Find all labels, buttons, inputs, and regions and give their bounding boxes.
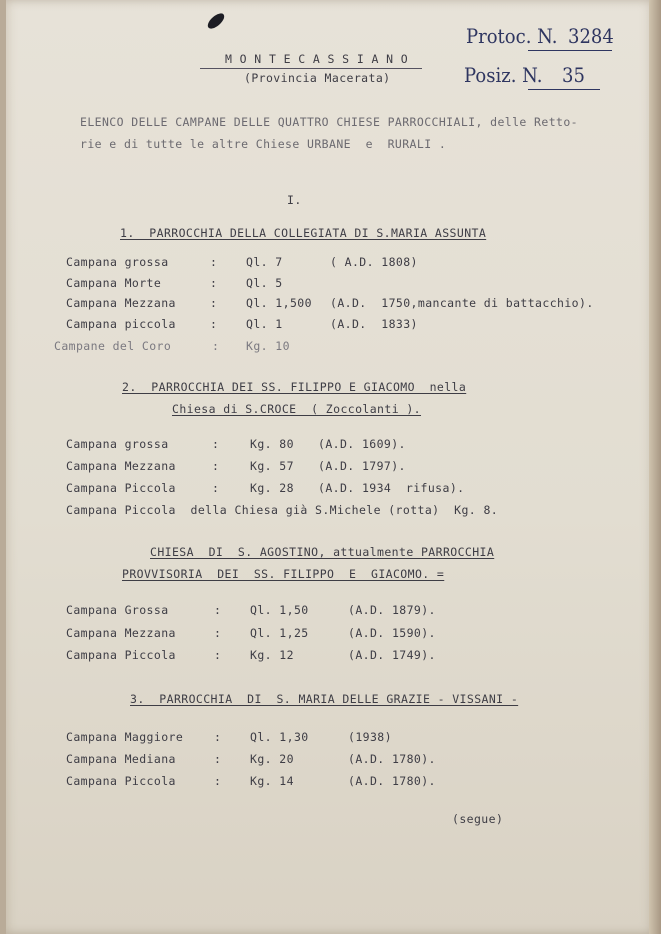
position-label: Posiz. N. — [464, 63, 543, 87]
section-2-subheading: Chiesa di S.CROCE ( Zoccolanti ). — [172, 402, 422, 416]
bell-row — [0, 730, 650, 746]
section-agostino-heading: CHIESA DI S. AGOSTINO, attualmente PARROCCHIA — [150, 545, 495, 559]
bell-name: Campana grossa — [66, 437, 169, 451]
protocol-number: 3284 — [568, 24, 614, 48]
bell-weight: Ql. 1,25 — [250, 626, 309, 640]
town-rule — [200, 68, 422, 69]
bell-name: Campana Piccola — [66, 774, 176, 788]
bell-note: (A.D. 1750,mancante di battacchio). — [330, 296, 594, 310]
bell-name: Campana grossa — [66, 255, 169, 269]
bell-note: ( A.D. 1808) — [330, 255, 418, 269]
bell-weight: Kg. 12 — [250, 648, 294, 662]
section-3-heading: 3. PARROCCHIA DI S. MARIA DELLE GRAZIE - VISSANI - — [130, 692, 519, 706]
bell-row — [0, 459, 650, 475]
bell-row — [0, 603, 650, 619]
bell-note: (A.D. 1609). — [318, 437, 406, 451]
separator: : — [212, 481, 220, 495]
separator: : — [210, 276, 218, 290]
bell-name: Campana Morte — [66, 276, 162, 290]
bell-name: Campana Piccola — [66, 648, 176, 662]
separator: : — [212, 459, 220, 473]
separator: : — [214, 752, 222, 766]
position-number: 35 — [562, 63, 585, 87]
section-2-heading: 2. PARROCCHIA DEI SS. FILIPPO E GIACOMO nella — [122, 380, 467, 394]
bell-name: Campane del Coro — [54, 339, 172, 353]
bell-weight: Ql. 5 — [246, 276, 283, 290]
bell-row — [0, 774, 650, 790]
bell-row — [0, 296, 650, 312]
bell-name: Campana Mediana — [66, 752, 176, 766]
bell-weight: Kg. 28 — [250, 481, 294, 495]
separator: : — [214, 648, 222, 662]
separator: : — [214, 730, 222, 744]
bell-note: (A.D. 1934 rifusa). — [318, 481, 465, 495]
separator: : — [210, 296, 218, 310]
continued-note: (segue) — [452, 812, 504, 826]
bell-row — [0, 626, 650, 642]
town-name: M O N T E C A S S I A N O — [225, 52, 409, 66]
paper-edge — [649, 0, 661, 934]
bell-weight: Kg. 80 — [250, 437, 294, 451]
bell-name: Campana Mezzana — [66, 459, 176, 473]
title-line-2: rie e di tutte le altre Chiese URBANE e RURALI . — [80, 137, 447, 151]
province: (Provincia Macerata) — [244, 71, 391, 85]
bell-row — [0, 752, 650, 768]
bell-weight: Kg. 14 — [250, 774, 294, 788]
bell-note: (A.D. 1833) — [330, 317, 418, 331]
separator: : — [214, 774, 222, 788]
bell-note: (A.D. 1879). — [348, 603, 436, 617]
extra-bell-row: Campana Piccola della Chiesa già S.Michele (rotta) Kg. 8. — [66, 503, 499, 517]
bell-note: (A.D. 1797). — [318, 459, 406, 473]
section-1-heading: 1. PARROCCHIA DELLA COLLEGIATA DI S.MARIA ASSUNTA — [120, 226, 487, 240]
title-line-1: ELENCO DELLE CAMPANE DELLE QUATTRO CHIESE PARROCCHIALI, delle Retto- — [80, 115, 579, 129]
bell-row — [0, 481, 650, 497]
bell-name: Campana piccola — [66, 317, 176, 331]
bell-note: (A.D. 1590). — [348, 626, 436, 640]
bell-name: Campana Mezzana — [66, 626, 176, 640]
bell-note: (A.D. 1780). — [348, 752, 436, 766]
separator: : — [212, 339, 220, 353]
separator: : — [210, 255, 218, 269]
separator: : — [214, 603, 222, 617]
protocol-underline — [528, 50, 612, 51]
bell-weight: Ql. 1,500 — [246, 296, 312, 310]
separator: : — [212, 437, 220, 451]
bell-note: (A.D. 1780). — [348, 774, 436, 788]
bell-name: Campana Mezzana — [66, 296, 176, 310]
bell-note: (A.D. 1749). — [348, 648, 436, 662]
protocol-label: Protoc. N. — [466, 24, 558, 48]
bell-weight: Ql. 1,50 — [250, 603, 309, 617]
bell-weight: Ql. 1,30 — [250, 730, 309, 744]
bell-row — [0, 276, 650, 292]
bell-weight: Kg. 57 — [250, 459, 294, 473]
bell-name: Campana Piccola — [66, 481, 176, 495]
bell-weight: Kg. 10 — [246, 339, 290, 353]
bell-weight: Kg. 20 — [250, 752, 294, 766]
bell-row — [0, 648, 650, 664]
separator: : — [214, 626, 222, 640]
bell-row — [0, 339, 650, 355]
bell-row — [0, 317, 650, 333]
roman-numeral: I. — [287, 193, 302, 207]
bell-weight: Ql. 7 — [246, 255, 283, 269]
bell-note: (1938) — [348, 730, 392, 744]
bell-row — [0, 437, 650, 453]
bell-weight: Ql. 1 — [246, 317, 283, 331]
bell-name: Campana Grossa — [66, 603, 169, 617]
bell-name: Campana Maggiore — [66, 730, 184, 744]
position-underline — [528, 89, 600, 90]
section-agostino-subheading: PROVVISORIA DEI SS. FILIPPO E GIACOMO. = — [122, 567, 445, 581]
separator: : — [210, 317, 218, 331]
bell-row — [0, 255, 650, 271]
